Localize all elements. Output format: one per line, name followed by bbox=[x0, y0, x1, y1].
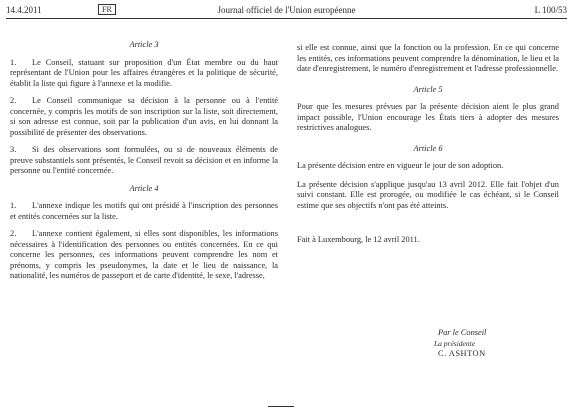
article-4-paragraph-1 bbox=[10, 201, 278, 222]
paragraph-number: 1. bbox=[10, 57, 17, 67]
page-reference: L 100/53 bbox=[534, 5, 567, 15]
article-4-title: Article 4 bbox=[129, 183, 159, 193]
paragraph-number: 3. bbox=[10, 145, 17, 154]
article-6-paragraph-1: La présente décision entre en vigueur le jour de son adoption. bbox=[297, 161, 504, 170]
article-6-paragraph-2: La présente décision s'applique jusqu'au 13 avril 2012. Elle fait l'objet d'un suivi constant. Elle est prorogée, ou modifiée le cas échéant, si le Conseil estime que ses objectifs n'ont pas été atteints. bbox=[297, 179, 559, 210]
article-3-paragraph-2 bbox=[10, 96, 278, 138]
article-3-title: Article 3 bbox=[129, 40, 159, 49]
signature-council: Par le Conseil bbox=[438, 328, 487, 337]
paragraph-number: 2. bbox=[10, 229, 17, 238]
header-rule bbox=[6, 18, 567, 19]
article-3-paragraph-3 bbox=[10, 145, 278, 177]
journal-title: Journal officiel de l'Union européenne bbox=[217, 5, 356, 15]
right-column bbox=[297, 43, 559, 253]
signature-block bbox=[420, 328, 486, 360]
header-date: 14.4.2011 bbox=[6, 5, 42, 15]
footer-rule bbox=[268, 406, 294, 407]
language-badge: FR bbox=[98, 4, 116, 15]
page-header bbox=[6, 4, 567, 16]
article-5-title: Article 5 bbox=[413, 84, 443, 94]
paragraph-text: L'annexe contient également, si elles sont disponibles, les informations nécessaires à l'identification des personnes ou entités concernées. En ce qui concerne les personnes, ces informations peuvent comprendre les nom et prénoms, y compris les pseudonymes, la date et le lieu de naissance, la nationalité, les numéros de passeport et de carte d'identité, le sexe, l'adresse, bbox=[10, 229, 278, 280]
paragraph-number: 1. bbox=[10, 201, 17, 210]
done-at-line: Fait à Luxembourg, le 12 avril 2011. bbox=[297, 235, 420, 244]
paragraph-text: Si des observations sont formulées, ou si de nouveaux éléments de preuve substantiels sont présentés, le Conseil revoit sa décision et en informe la personne ou l'entité concernée. bbox=[10, 145, 278, 175]
signature-name: C. ASHTON bbox=[438, 349, 486, 358]
article-4-paragraph-2 bbox=[10, 229, 278, 282]
signature-role: La présidente bbox=[434, 338, 476, 348]
paragraph-text: Le Conseil communique sa décision à la personne ou à l'entité concernée, y compris les motifs de son inscription sur la liste, soit directement, si son adresse est connue, soit par la publication d'un avis, en lui donnant la possibilité de présenter des observations. bbox=[10, 96, 278, 137]
continued-paragraph: si elle est connue, ainsi que la fonction ou la profession. En ce qui concerne les entités, ces informations peuvent comprendre la dénomination, le lieu et la date d'enregistrement, le numéro d'enregistrement et l'adresse professionnelle. bbox=[297, 43, 559, 73]
paragraph-text: L'annexe indique les motifs qui ont présidé à l'inscription des personnes et entités concernées sur la liste. bbox=[10, 201, 278, 221]
article-3-paragraph-1 bbox=[10, 58, 278, 90]
left-column bbox=[10, 40, 278, 289]
paragraph-text: Le Conseil, statuant sur proposition d'un État membre ou du haut représentant de l'Union pour les affaires étrangères et la politique de sécurité, établit la liste qui figure à l'annexe et la modifie. bbox=[10, 57, 278, 88]
article-5-paragraph: Pour que les mesures prévues par la présente décision aient le plus grand impact possible, l'Union encourage les États tiers à adopter des mesures restrictives analogues. bbox=[297, 102, 559, 132]
paragraph-number: 2. bbox=[10, 96, 17, 105]
article-6-title: Article 6 bbox=[413, 143, 443, 153]
